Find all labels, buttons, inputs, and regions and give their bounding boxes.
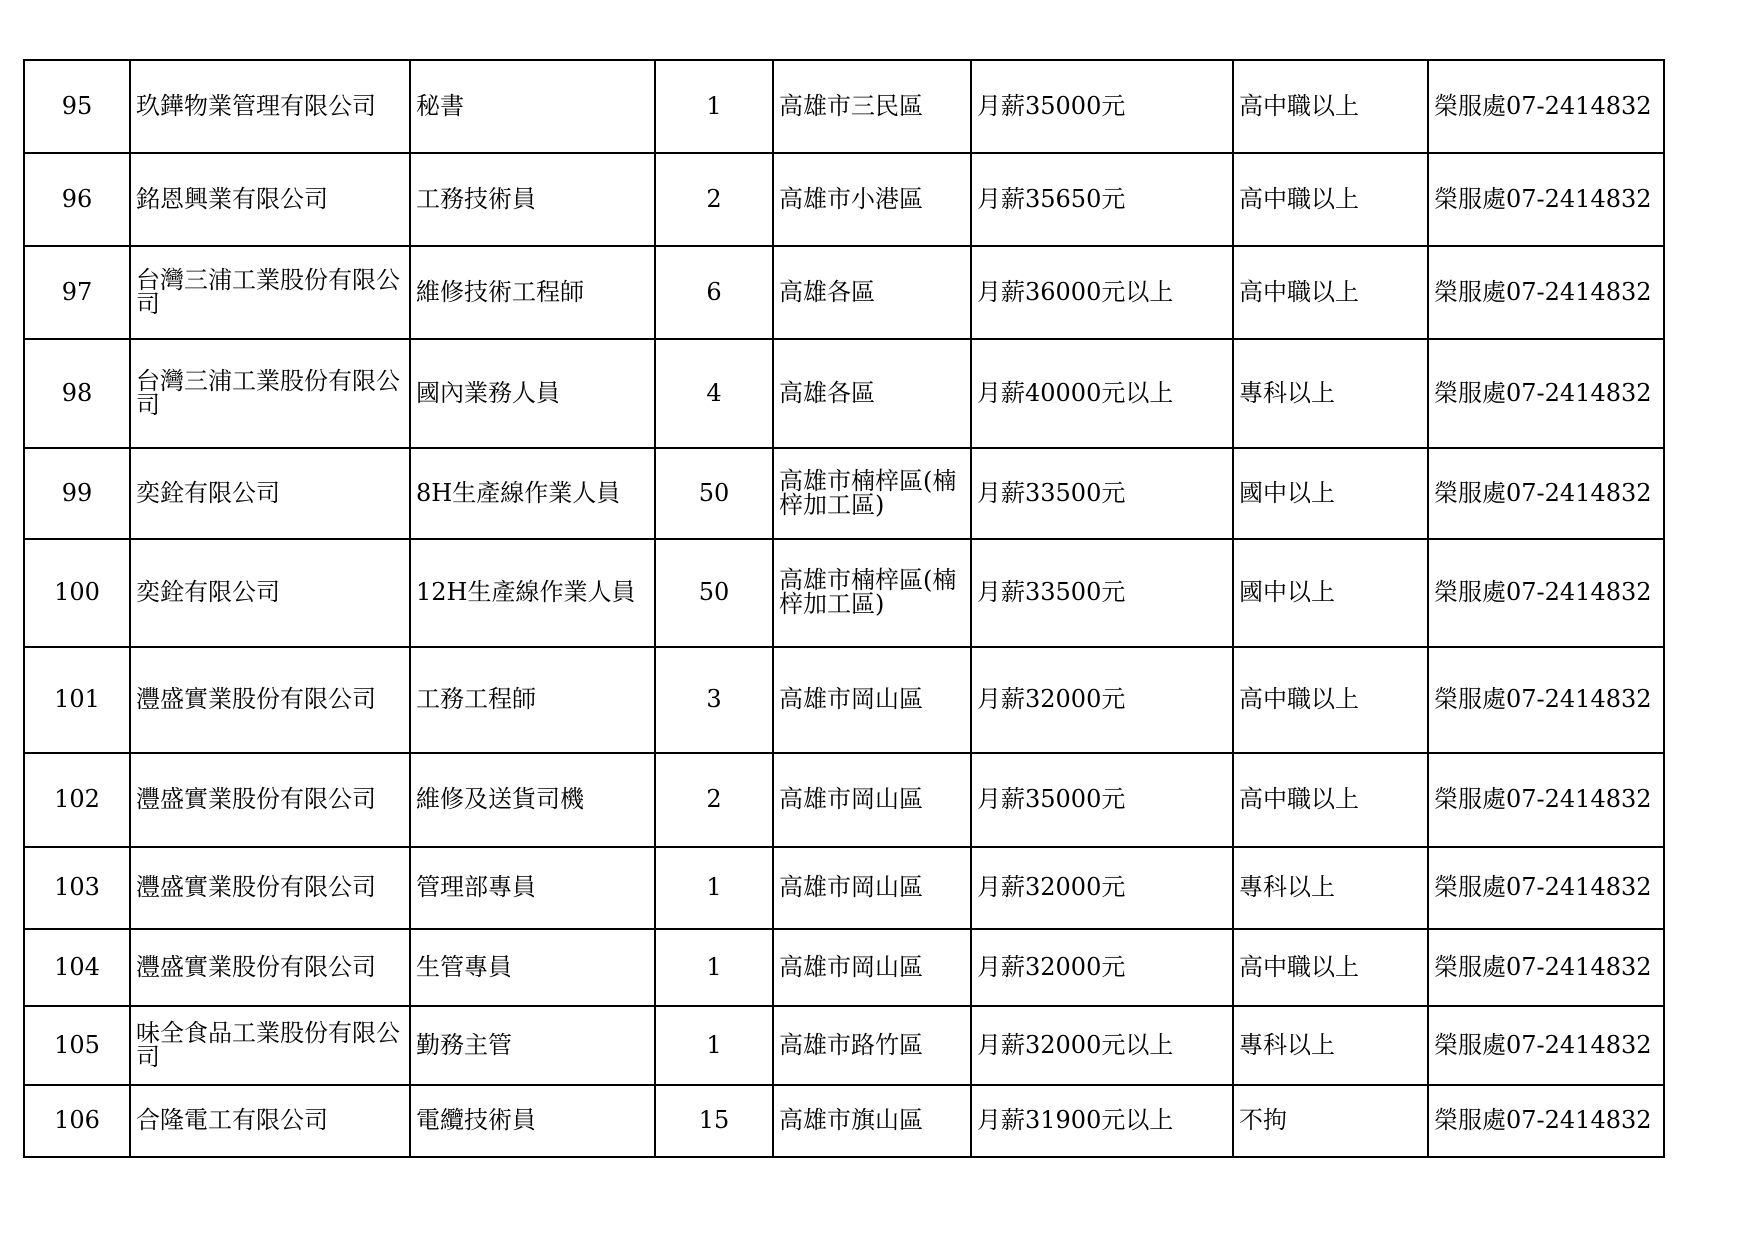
job-title: 勤務主管 <box>410 1006 655 1085</box>
contact-info: 榮服處07-2414832 <box>1428 539 1664 647</box>
company-name: 味全食品工業股份有限公司 <box>130 1006 410 1085</box>
contact-info: 榮服處07-2414832 <box>1428 929 1664 1006</box>
work-location: 高雄市岡山區 <box>773 847 971 929</box>
row-number: 97 <box>24 246 130 339</box>
job-title: 維修技術工程師 <box>410 246 655 339</box>
education-requirement: 高中職以上 <box>1233 60 1428 153</box>
table-row <box>24 847 1664 929</box>
table-row <box>24 339 1664 448</box>
job-title: 維修及送貨司機 <box>410 753 655 847</box>
company-name: 玖鏵物業管理有限公司 <box>130 60 410 153</box>
salary: 月薪35000元 <box>971 60 1233 153</box>
salary: 月薪40000元以上 <box>971 339 1233 448</box>
openings-count: 50 <box>655 539 773 647</box>
job-title: 工務技術員 <box>410 153 655 246</box>
row-number: 99 <box>24 448 130 539</box>
row-number: 100 <box>24 539 130 647</box>
openings-count: 50 <box>655 448 773 539</box>
openings-count: 1 <box>655 60 773 153</box>
table-row <box>24 539 1664 647</box>
row-number: 104 <box>24 929 130 1006</box>
job-title: 12H生產線作業人員 <box>410 539 655 647</box>
openings-count: 2 <box>655 153 773 246</box>
openings-count: 1 <box>655 847 773 929</box>
work-location: 高雄各區 <box>773 339 971 448</box>
contact-info: 榮服處07-2414832 <box>1428 847 1664 929</box>
salary: 月薪32000元 <box>971 847 1233 929</box>
company-name: 合隆電工有限公司 <box>130 1085 410 1157</box>
education-requirement: 不拘 <box>1233 1085 1428 1157</box>
education-requirement: 高中職以上 <box>1233 246 1428 339</box>
salary: 月薪36000元以上 <box>971 246 1233 339</box>
work-location: 高雄市小港區 <box>773 153 971 246</box>
work-location: 高雄市岡山區 <box>773 929 971 1006</box>
table-row <box>24 929 1664 1006</box>
job-title: 電纜技術員 <box>410 1085 655 1157</box>
contact-info: 榮服處07-2414832 <box>1428 1006 1664 1085</box>
contact-info: 榮服處07-2414832 <box>1428 339 1664 448</box>
contact-info: 榮服處07-2414832 <box>1428 60 1664 153</box>
job-title: 8H生產線作業人員 <box>410 448 655 539</box>
openings-count: 4 <box>655 339 773 448</box>
education-requirement: 高中職以上 <box>1233 753 1428 847</box>
contact-info: 榮服處07-2414832 <box>1428 647 1664 753</box>
openings-count: 6 <box>655 246 773 339</box>
job-title: 工務工程師 <box>410 647 655 753</box>
company-name: 奕銓有限公司 <box>130 448 410 539</box>
job-title: 秘書 <box>410 60 655 153</box>
contact-info: 榮服處07-2414832 <box>1428 246 1664 339</box>
work-location: 高雄市楠梓區(楠梓加工區) <box>773 539 971 647</box>
company-name: 台灣三浦工業股份有限公司 <box>130 339 410 448</box>
education-requirement: 國中以上 <box>1233 539 1428 647</box>
openings-count: 1 <box>655 929 773 1006</box>
work-location: 高雄市旗山區 <box>773 1085 971 1157</box>
company-name: 灃盛實業股份有限公司 <box>130 929 410 1006</box>
table-row <box>24 246 1664 339</box>
salary: 月薪35000元 <box>971 753 1233 847</box>
row-number: 103 <box>24 847 130 929</box>
education-requirement: 國中以上 <box>1233 448 1428 539</box>
row-number: 106 <box>24 1085 130 1157</box>
company-name: 灃盛實業股份有限公司 <box>130 753 410 847</box>
job-title: 生管專員 <box>410 929 655 1006</box>
row-number: 98 <box>24 339 130 448</box>
work-location: 高雄市楠梓區(楠梓加工區) <box>773 448 971 539</box>
salary: 月薪31900元以上 <box>971 1085 1233 1157</box>
job-title: 國內業務人員 <box>410 339 655 448</box>
work-location: 高雄各區 <box>773 246 971 339</box>
job-listing-table <box>23 59 1665 1158</box>
openings-count: 3 <box>655 647 773 753</box>
salary: 月薪33500元 <box>971 539 1233 647</box>
contact-info: 榮服處07-2414832 <box>1428 153 1664 246</box>
salary: 月薪35650元 <box>971 153 1233 246</box>
education-requirement: 高中職以上 <box>1233 647 1428 753</box>
openings-count: 2 <box>655 753 773 847</box>
table-row <box>24 647 1664 753</box>
education-requirement: 專科以上 <box>1233 847 1428 929</box>
table-row <box>24 1085 1664 1157</box>
company-name: 奕銓有限公司 <box>130 539 410 647</box>
salary: 月薪33500元 <box>971 448 1233 539</box>
company-name: 台灣三浦工業股份有限公司 <box>130 246 410 339</box>
table-row <box>24 60 1664 153</box>
salary: 月薪32000元以上 <box>971 1006 1233 1085</box>
work-location: 高雄市三民區 <box>773 60 971 153</box>
table-row <box>24 753 1664 847</box>
company-name: 灃盛實業股份有限公司 <box>130 847 410 929</box>
education-requirement: 高中職以上 <box>1233 929 1428 1006</box>
work-location: 高雄市路竹區 <box>773 1006 971 1085</box>
table-row <box>24 1006 1664 1085</box>
openings-count: 15 <box>655 1085 773 1157</box>
row-number: 96 <box>24 153 130 246</box>
job-title: 管理部專員 <box>410 847 655 929</box>
contact-info: 榮服處07-2414832 <box>1428 753 1664 847</box>
table-row <box>24 448 1664 539</box>
contact-info: 榮服處07-2414832 <box>1428 448 1664 539</box>
salary: 月薪32000元 <box>971 647 1233 753</box>
table-row <box>24 153 1664 246</box>
row-number: 105 <box>24 1006 130 1085</box>
row-number: 95 <box>24 60 130 153</box>
contact-info: 榮服處07-2414832 <box>1428 1085 1664 1157</box>
row-number: 101 <box>24 647 130 753</box>
company-name: 銘恩興業有限公司 <box>130 153 410 246</box>
work-location: 高雄市岡山區 <box>773 647 971 753</box>
openings-count: 1 <box>655 1006 773 1085</box>
company-name: 灃盛實業股份有限公司 <box>130 647 410 753</box>
work-location: 高雄市岡山區 <box>773 753 971 847</box>
education-requirement: 高中職以上 <box>1233 153 1428 246</box>
salary: 月薪32000元 <box>971 929 1233 1006</box>
education-requirement: 專科以上 <box>1233 1006 1428 1085</box>
education-requirement: 專科以上 <box>1233 339 1428 448</box>
row-number: 102 <box>24 753 130 847</box>
